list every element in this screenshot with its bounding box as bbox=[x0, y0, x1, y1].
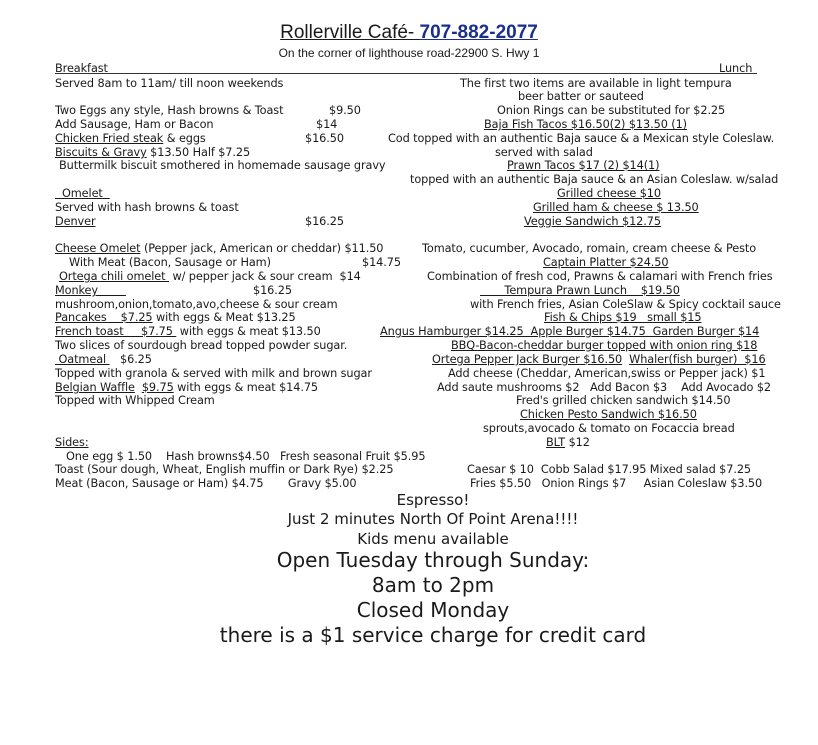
chicken-pesto-sandwich: Chicken Pesto Sandwich $16.50 bbox=[520, 408, 697, 421]
cheese-omelet-item bbox=[55, 242, 383, 255]
north-of-point-arena: Just 2 minutes North Of Point Arena!!!! bbox=[287, 510, 579, 528]
cheese-omelet-description: (Pepper jack, American or cheddar) $11.50 bbox=[140, 242, 384, 255]
french-toast-item bbox=[55, 325, 321, 338]
espresso-note: Espresso! bbox=[396, 491, 470, 509]
two-eggs-item: Two Eggs any style, Hash browns & Toast bbox=[55, 104, 284, 117]
burgers-line: Angus Hamburger $14.25 Apple Burger $14.75 Garden Burger $14 bbox=[380, 325, 760, 338]
cafe-title bbox=[0, 22, 818, 44]
ortega-burger: Ortega Pepper Jack Burger $16.50 bbox=[432, 353, 623, 366]
pesto-description: sprouts,avocado & tomato on Focaccia bread bbox=[483, 422, 735, 435]
biscuits-item bbox=[55, 146, 250, 159]
waffle-description: with eggs & meat $14.75 bbox=[173, 381, 319, 394]
sides-line-1: One egg $ 1.50 Hash browns$4.50 Fresh seasonal Fruit $5.95 bbox=[66, 450, 426, 463]
tempura-prawn-lunch: Tempura Prawn Lunch $19.50 bbox=[480, 284, 680, 297]
sides-heading: Sides: bbox=[55, 436, 89, 449]
cheese-omelet-name: Cheese Omelet bbox=[55, 242, 141, 255]
oatmeal-description: Topped with granola & served with milk and brown sugar bbox=[55, 367, 372, 380]
biscuits-price: $13.50 Half $7.25 bbox=[146, 146, 251, 159]
veggie-description: Tomato, cucumber, Avocado, romain, cream cheese & Pesto bbox=[422, 242, 757, 255]
chicken-fried-steak-rest: & eggs bbox=[163, 132, 206, 145]
waffle-item bbox=[55, 381, 318, 394]
pancakes-name: Pancakes $7.25 bbox=[55, 311, 153, 324]
open-hours: 8am to 2pm bbox=[371, 573, 495, 597]
monkey-description: mushroom,onion,tomato,avo,cheese & sour cream bbox=[55, 298, 338, 311]
waffle-name: Belgian Waffle bbox=[55, 381, 135, 394]
monkey-omelet: Monkey bbox=[55, 284, 126, 297]
ortega-omelet-description: w/ pepper jack & sour cream $14 bbox=[168, 270, 361, 283]
prawn-tacos-description: topped with an authentic Baja sauce & an Asian Coleslaw. w/salad bbox=[410, 173, 779, 186]
blt-item bbox=[546, 436, 590, 449]
blt-name: BLT bbox=[546, 436, 566, 449]
french-toast-description: with eggs & meat $13.50 bbox=[176, 325, 321, 338]
veggie-sandwich: Veggie Sandwich $12.75 bbox=[524, 215, 661, 228]
breakfast-heading: Breakfast bbox=[55, 62, 108, 75]
cafe-name: Rollerville Café- bbox=[280, 22, 420, 43]
ortega-omelet-item bbox=[59, 270, 361, 283]
whaler-burger: Whaler(fish burger) $16 bbox=[629, 353, 766, 366]
oatmeal-price: $6.25 bbox=[109, 353, 152, 366]
biscuits-name: Biscuits & Gravy bbox=[55, 146, 147, 159]
baja-description: Cod topped with an authentic Baja sauce & a Mexican style Coleslaw. bbox=[388, 132, 775, 145]
pancakes-description: with eggs & Meat $13.25 bbox=[152, 311, 296, 324]
add-meat-item: Add Sausage, Ham or Bacon bbox=[55, 118, 214, 131]
blt-price: $12 bbox=[565, 436, 590, 449]
lunch-heading: Lunch bbox=[719, 62, 753, 75]
add-ons: Add saute mushrooms $2 Add Bacon $3 Add Avocado $2 bbox=[437, 381, 772, 394]
omelet-heading: Omelet bbox=[55, 187, 110, 200]
section-divider bbox=[55, 73, 757, 74]
ortega-whaler-line bbox=[432, 353, 766, 366]
chicken-fried-steak-item bbox=[55, 132, 206, 145]
with-meat-price: $14.75 bbox=[362, 256, 401, 269]
cafe-address: On the corner of lighthouse road-22900 S. Hwy 1 bbox=[278, 46, 540, 60]
grilled-cheese: Grilled cheese $10 bbox=[557, 187, 661, 200]
denver-price-value: $16.25 bbox=[305, 215, 344, 228]
denver-price bbox=[301, 215, 344, 228]
salads-line: Caesar $ 10 Cobb Salad $17.95 Mixed salad $7.25 bbox=[467, 463, 752, 476]
credit-card-note: there is a $1 service charge for credit card bbox=[219, 623, 647, 647]
baja-description-2: served with salad bbox=[495, 146, 593, 159]
french-toast-name: French toast $7.75 bbox=[55, 325, 177, 338]
add-meat-price: $14 bbox=[316, 118, 338, 131]
waffle-note: Topped with Whipped Cream bbox=[55, 394, 215, 407]
sides-line-2: Toast (Sour dough, Wheat, English muffin or Dark Rye) $2.25 bbox=[55, 463, 394, 476]
baja-fish-tacos: Baja Fish Tacos $16.50(2) $13.50 (1) bbox=[484, 118, 687, 131]
oatmeal-name: Oatmeal bbox=[55, 353, 110, 366]
pancakes-item bbox=[55, 311, 296, 324]
fish-and-chips: Fish & Chips $19 small $15 bbox=[544, 311, 702, 324]
add-cheese: Add cheese (Cheddar, American,swiss or Pepper jack) $1 bbox=[448, 367, 766, 380]
kids-menu-note: Kids menu available bbox=[357, 530, 509, 548]
prawn-tacos: Prawn Tacos $17 (2) $14(1) bbox=[507, 159, 660, 172]
open-days: Open Tuesday through Sunday: bbox=[276, 548, 590, 572]
closed-day: Closed Monday bbox=[356, 598, 510, 622]
monkey-price: $16.25 bbox=[253, 284, 292, 297]
denver-omelet: Denver bbox=[55, 215, 96, 228]
waffle-price: $9.75 bbox=[141, 381, 174, 394]
lunch-intro-1: The first two items are available in light tempura bbox=[460, 77, 732, 90]
fries-line: Fries $5.50 Onion Rings $7 Asian Coleslaw $3.50 bbox=[470, 477, 763, 490]
french-toast-note: Two slices of sourdough bread topped powder sugar. bbox=[55, 339, 348, 352]
chicken-fried-steak-price: $16.50 bbox=[305, 132, 344, 145]
captain-platter: Captain Platter $24.50 bbox=[543, 256, 669, 269]
biscuits-description: Buttermilk biscuit smothered in homemade sausage gravy bbox=[59, 159, 386, 172]
grilled-chicken-sandwich: Fred's grilled chicken sandwich $14.50 bbox=[516, 394, 731, 407]
sides-line-3: Meat (Bacon, Sausage or Ham) $4.75 Gravy $5.00 bbox=[55, 477, 357, 490]
lunch-intro-2: beer batter or sauteed bbox=[518, 90, 644, 103]
ortega-omelet-name: Ortega chili omelet bbox=[59, 270, 169, 283]
phone-number[interactable]: 707-882-2077 bbox=[419, 22, 538, 43]
bbq-burger: BBQ-Bacon-cheddar burger topped with onion ring $18 bbox=[451, 339, 758, 352]
captain-description: Combination of fresh cod, Prawns & calamari with French fries bbox=[427, 270, 773, 283]
grilled-ham-cheese: Grilled ham & cheese $ 13.50 bbox=[533, 201, 699, 214]
lunch-intro-3: Onion Rings can be substituted for $2.25 bbox=[497, 104, 726, 117]
oatmeal-item bbox=[55, 353, 152, 366]
two-eggs-price: $9.50 bbox=[329, 104, 361, 117]
breakfast-hours: Served 8am to 11am/ till noon weekends bbox=[55, 77, 284, 90]
omelet-description: Served with hash browns & toast bbox=[55, 201, 239, 214]
tempura-description: with French fries, Asian ColeSlaw & Spicy cocktail sauce bbox=[470, 298, 781, 311]
with-meat-item: With Meat (Bacon, Sausage or Ham) bbox=[69, 256, 271, 269]
chicken-fried-steak-name: Chicken Fried steak bbox=[55, 132, 164, 145]
